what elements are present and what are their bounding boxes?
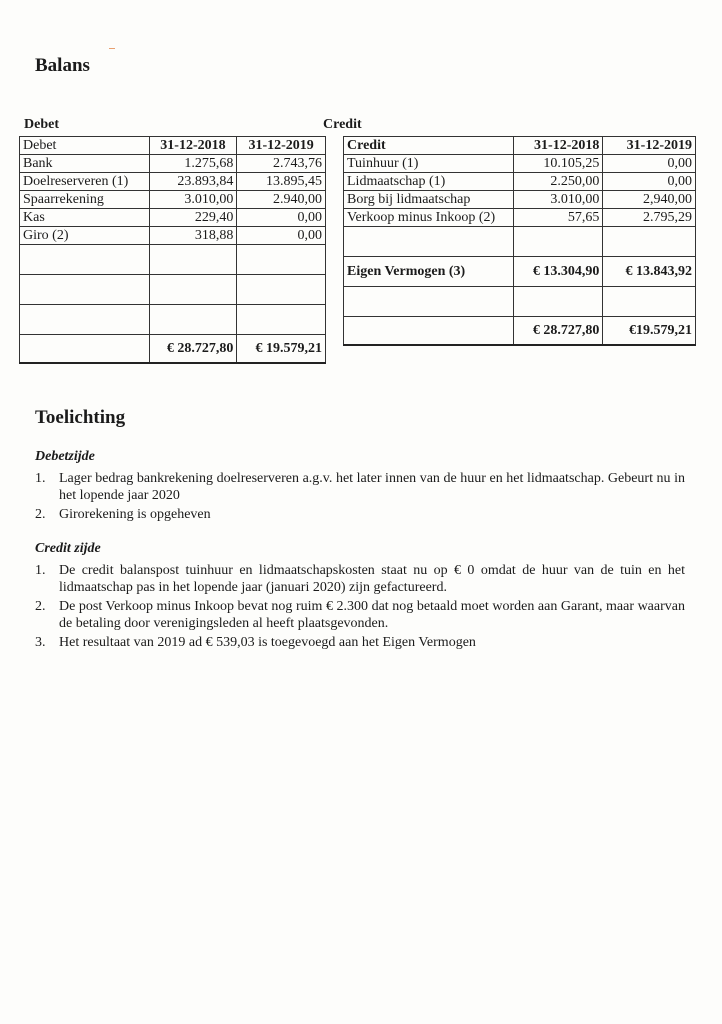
empty-cell — [20, 305, 150, 335]
cell-value: 2.795,29 — [603, 209, 696, 227]
table-row — [344, 155, 696, 173]
column-header: 31-12-2018 — [149, 137, 237, 155]
empty-row — [344, 287, 696, 317]
cell-value: 229,40 — [149, 209, 237, 227]
cell-value: 2,940,00 — [603, 191, 696, 209]
empty-cell — [149, 275, 237, 305]
table-row — [20, 209, 326, 227]
debet-notes-list — [35, 470, 685, 525]
cell-value: 57,65 — [513, 209, 603, 227]
table-row — [20, 173, 326, 191]
equity-value: € 13.304,90 — [513, 257, 603, 287]
column-header: Credit — [344, 137, 514, 155]
credit-notes-list — [35, 562, 685, 653]
table-row — [344, 173, 696, 191]
table-row — [20, 227, 326, 245]
total-value: € 28.727,80 — [513, 317, 603, 346]
cell-value: 0,00 — [603, 155, 696, 173]
row-label: Tuinhuur (1) — [344, 155, 514, 173]
table-row — [20, 155, 326, 173]
cell-value: 2.250,00 — [513, 173, 603, 191]
total-value: € 28.727,80 — [149, 335, 237, 364]
empty-cell — [603, 287, 696, 317]
cell-value: 2.743,76 — [237, 155, 326, 173]
list-number: 2. — [35, 599, 46, 614]
credit-subheading: Credit zijde — [35, 541, 101, 556]
cell-value: 1.275,68 — [149, 155, 237, 173]
empty-row — [20, 305, 326, 335]
list-item — [35, 470, 685, 504]
cell-value: 318,88 — [149, 227, 237, 245]
row-label: Spaarrekening — [20, 191, 150, 209]
cell-value: 3.010,00 — [149, 191, 237, 209]
list-number: 3. — [35, 635, 46, 650]
list-number: 1. — [35, 471, 46, 486]
table-header-row — [344, 137, 696, 155]
empty-cell — [149, 305, 237, 335]
empty-cell — [237, 275, 326, 305]
row-label: Giro (2) — [20, 227, 150, 245]
empty-cell — [344, 287, 514, 317]
section-heading: Toelichting — [35, 407, 126, 428]
total-value: €19.579,21 — [603, 317, 696, 346]
row-label: Verkoop minus Inkoop (2) — [344, 209, 514, 227]
stray-mark — [109, 48, 115, 49]
row-label: Lidmaatschap (1) — [344, 173, 514, 191]
total-row — [344, 317, 696, 346]
row-label: Doelreserveren (1) — [20, 173, 150, 191]
equity-label: Eigen Vermogen (3) — [344, 257, 514, 287]
empty-cell — [513, 227, 603, 257]
table-row — [20, 191, 326, 209]
list-text: Het resultaat van 2019 ad € 539,03 is toegevoegd aan het Eigen Vermogen — [59, 635, 476, 650]
list-text: Girorekening is opgeheven — [59, 507, 211, 522]
debet-caption: Debet — [24, 117, 59, 132]
cell-value: 0,00 — [237, 227, 326, 245]
debet-table — [19, 136, 326, 364]
cell-value: 10.105,25 — [513, 155, 603, 173]
total-value: € 19.579,21 — [237, 335, 326, 364]
empty-row — [20, 275, 326, 305]
equity-row — [344, 257, 696, 287]
cell-value: 2.940,00 — [237, 191, 326, 209]
list-item — [35, 598, 685, 632]
cell-value: 3.010,00 — [513, 191, 603, 209]
empty-cell — [20, 275, 150, 305]
column-header: 31-12-2019 — [237, 137, 326, 155]
credit-table — [343, 136, 696, 346]
cell-value: 0,00 — [603, 173, 696, 191]
column-header: Debet — [20, 137, 150, 155]
row-label: Bank — [20, 155, 150, 173]
credit-caption: Credit — [323, 117, 362, 132]
empty-cell — [149, 245, 237, 275]
empty-cell — [237, 245, 326, 275]
cell-value: 13.895,45 — [237, 173, 326, 191]
empty-cell — [237, 305, 326, 335]
empty-cell — [20, 335, 150, 364]
list-text: De credit balanspost tuinhuur en lidmaatschapskosten staat nu op € 0 omdat de huur van de tuin en het lidmaatschap pas in het lopende jaar (januari 2020) zijn gefactureerd. — [59, 563, 685, 595]
empty-row — [344, 227, 696, 257]
column-header: 31-12-2019 — [603, 137, 696, 155]
cell-value: 23.893,84 — [149, 173, 237, 191]
page-title: Balans — [35, 55, 90, 76]
empty-row — [20, 245, 326, 275]
column-header: 31-12-2018 — [513, 137, 603, 155]
list-number: 1. — [35, 563, 46, 578]
list-text: Lager bedrag bankrekening doelreserveren a.g.v. het later innen van de huur en het lidmaatschap. Gebeurt nu in het lopende jaar 2020 — [59, 471, 685, 503]
table-row — [344, 191, 696, 209]
table-row — [344, 209, 696, 227]
list-number: 2. — [35, 507, 46, 522]
empty-cell — [344, 317, 514, 346]
equity-value: € 13.843,92 — [603, 257, 696, 287]
table-header-row — [20, 137, 326, 155]
total-row — [20, 335, 326, 364]
empty-cell — [603, 227, 696, 257]
row-label: Kas — [20, 209, 150, 227]
empty-cell — [20, 245, 150, 275]
debet-subheading: Debetzijde — [35, 449, 95, 464]
empty-cell — [344, 227, 514, 257]
list-item — [35, 634, 685, 651]
cell-value: 0,00 — [237, 209, 326, 227]
list-text: De post Verkoop minus Inkoop bevat nog ruim € 2.300 dat nog betaald moet worden aan Garant, maar waarvan de betaling door verenigingsleden al heeft plaatsgevonden. — [59, 599, 685, 631]
list-item — [35, 562, 685, 596]
row-label: Borg bij lidmaatschap — [344, 191, 514, 209]
empty-cell — [513, 287, 603, 317]
list-item — [35, 506, 685, 523]
